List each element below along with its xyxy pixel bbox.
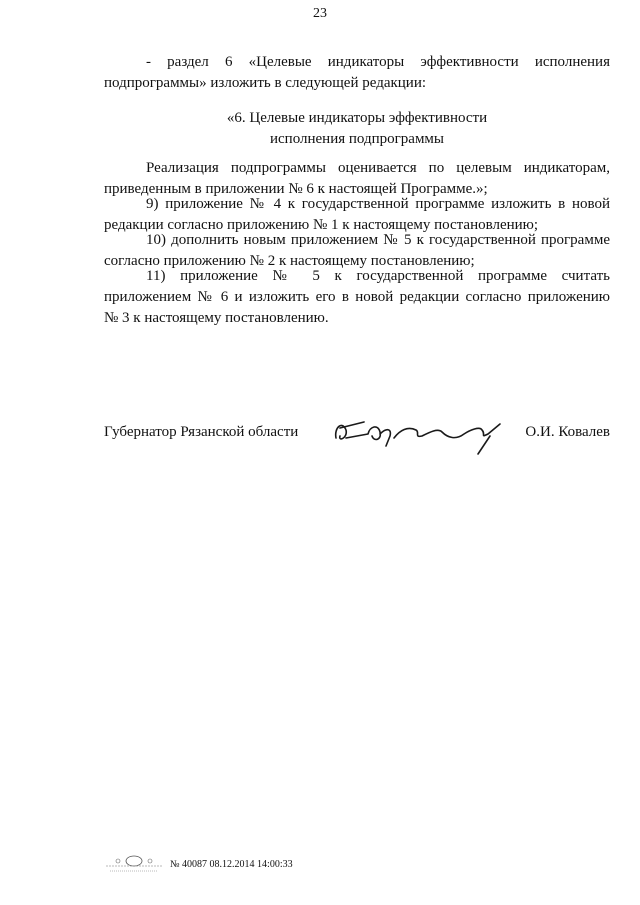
item-11-line-1: 11) приложение № 5 к государственной программе считать [146, 268, 610, 284]
item-11-line-3: № 3 к настоящему постановлению. [104, 310, 329, 326]
section-title [104, 108, 610, 150]
item-11-line-2: приложением № 6 и изложить его в новой редакции согласно приложению [104, 289, 610, 305]
body-line-2: приведенным в приложении № 6 к настоящей Программе.»; [104, 181, 488, 197]
page-number: 23 [313, 6, 327, 21]
item-9-line-2: редакции согласно приложению № 1 к настоящему постановлению; [104, 217, 539, 233]
registry-number: № 40087 08.12.2014 14:00:33 [170, 859, 293, 870]
signatory-name: О.И. Ковалев [525, 424, 610, 440]
signatory-title: Губернатор Рязанской области [104, 424, 299, 440]
registry-footer [104, 852, 524, 876]
signature-block [104, 422, 610, 452]
intro-paragraph [104, 52, 610, 94]
intro-line-1: - раздел 6 «Целевые индикаторы эффективности исполнения [146, 54, 610, 70]
handwritten-signature [330, 408, 510, 458]
section-title-line-2: исполнения подпрограммы [269, 131, 445, 147]
intro-line-2: подпрограммы» изложить в следующей редакции: [104, 75, 427, 91]
section-title-line-1: «6. Целевые индикаторы эффективности [226, 110, 488, 126]
registry-stamp-icon [104, 852, 164, 876]
body-line-1: Реализация подпрограммы оценивается по целевым индикаторам, [146, 160, 610, 176]
item-11-paragraph [104, 266, 610, 329]
item-10-line-2: согласно приложению № 2 к настоящему постановлению; [104, 253, 475, 269]
item-10-line-1: 10) дополнить новым приложением № 5 к государственной программе [146, 232, 610, 248]
item-9-line-1: 9) приложение № 4 к государственной программе изложить в новой [146, 196, 610, 212]
